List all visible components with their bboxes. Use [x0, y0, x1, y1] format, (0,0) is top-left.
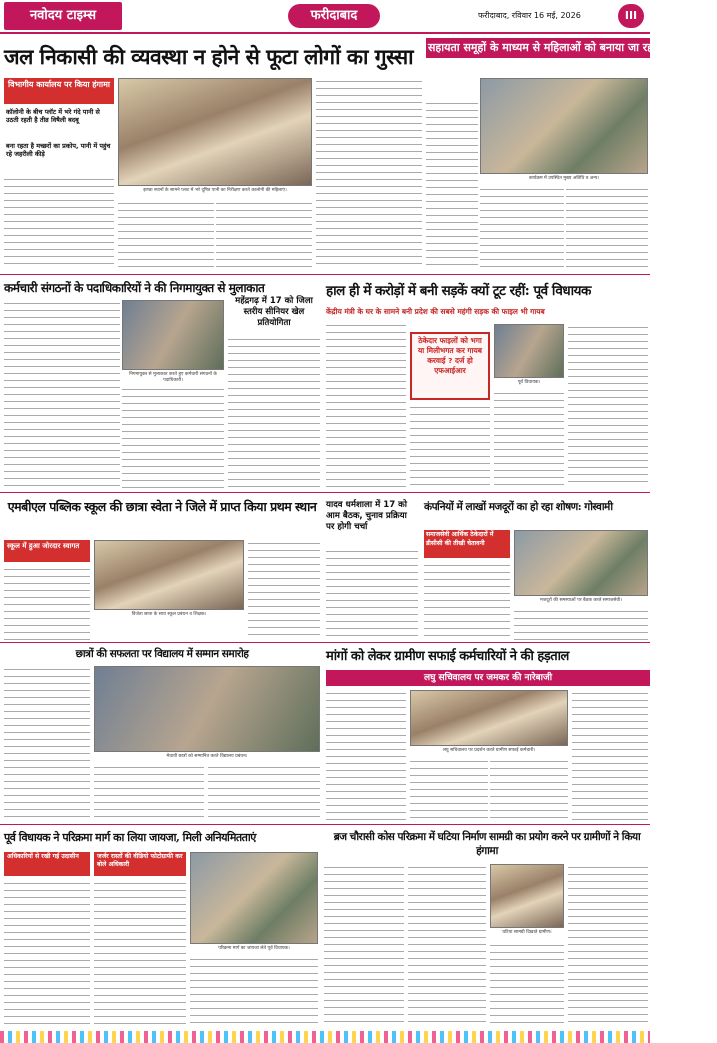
lead-kicker: विभागीय कार्यालय पर किया हंगामा [4, 78, 114, 104]
parikrama-photo [190, 852, 318, 944]
roads-photo [494, 324, 564, 378]
lead-text [4, 176, 114, 270]
women-photo [480, 78, 648, 174]
companies-photo [514, 530, 648, 596]
parikrama-headline: पूर्व विधायक ने परिक्रमा मार्ग का लिया जायजा, मिली अनियमितताएं [4, 831, 256, 844]
roads-headline: हाल ही में करोड़ों में बनी सड़कें क्यों टूट रहीं: पूर्व विधायक [326, 283, 591, 299]
lead-bullet-2: बना रहता है मच्छरों का प्रकोप, पानी में पहुंच रहे जहरीली कीड़े [6, 142, 111, 158]
sanitation-caption: लघु सचिवालय पर प्रदर्शन करते ग्रामीण सफाई कर्मचारी। [442, 748, 536, 753]
women-caption: कार्यक्रम में उपस्थित मुख्य अतिथि व अन्य। [528, 176, 600, 181]
roads-subhead: केंद्रीय मंत्री के घर के सामने बनी प्रदेश की सबसे महंगी सड़क की फाइल भी गायब [326, 307, 545, 316]
braj-headline: ब्रज चौरासी कोस परिक्रमा में घटिया निर्माण सामग्री का प्रयोग करने पर ग्रामीणों ने किया हंगामा [333, 831, 641, 857]
page-border [0, 1031, 650, 1043]
parikrama-box-2: जर्जर रास्तों की वीडियो फोटोग्राफी कर बोले अधिकारी [94, 852, 186, 876]
school-photo [94, 540, 244, 610]
roads-text [326, 322, 406, 488]
braj-caption: घटिया सामग्री दिखाते ग्रामीण। [502, 930, 552, 935]
school-headline: एमबीएल पब्लिक स्कूल की छात्रा स्वेता ने जिले में प्राप्त किया प्रथम स्थान [7, 499, 317, 514]
page-number: III [618, 4, 644, 28]
parikrama-caption: परिक्रमा मार्ग का जायजा लेते पूर्व विधायक। [218, 946, 290, 951]
success-photo [94, 666, 320, 752]
school-caption: विजेता छात्रा के साथ स्कूल प्रबंधन व शिक्षक। [131, 612, 207, 617]
city-tab: फरीदाबाद [288, 4, 380, 28]
sports-headline: महेंद्रगढ़ में 17 को जिला स्तरीय सीनियर खेल प्रतियोगिता [235, 296, 313, 328]
roads-caption: पूर्व विधायक। [517, 380, 541, 385]
lead-headline: जल निकासी की व्यवस्था न होने से फूटा लोगों का गुस्सा [4, 44, 414, 69]
sports-text [228, 336, 320, 488]
dateline: फरीदाबाद, रविवार 16 मई, 2026 [478, 11, 581, 20]
youth-headline: यादव धर्मशाला में 17 को आम बैठक, चुनाव प्रक्रिया पर होगी चर्चा [326, 500, 407, 532]
parikrama-box-1: अधिकारियों से रखी गई उदासीन [4, 852, 90, 876]
companies-caption: मजदूरों की समस्याओं पर बैठक करते समाजसेवी। [540, 598, 622, 603]
union-headline: कर्मचारी संगठनों के पदाधिकारियों ने की निगमायुक्त से मुलाकात [4, 281, 265, 295]
newspaper-logo: नवोदय टाइम्स [4, 2, 122, 30]
sanitation-headline: मांगों को लेकर ग्रामीण सफाई कर्मचारियों ने की हड़ताल [326, 649, 569, 664]
success-caption: मेधावी छात्रों को सम्मानित करते विद्यालय प्रबंधन। [166, 754, 248, 759]
success-headline: छात्रों की सफलता पर विद्यालय में सम्मान समारोह [75, 648, 249, 660]
braj-photo [490, 864, 564, 928]
women-text [426, 100, 478, 270]
lead-bullet-1: कॉलोनी के बीच प्लॉट में भरे गंदे पानी से उठती रहती है तीव्र विषैली बदबू [6, 108, 100, 124]
roads-quote: ठेकेदार फाइलों को भगा या मिलीभगत कर गायब करवाई ? दर्ज हो एफआईआर [410, 332, 490, 400]
women-headline: सहायता समूहों के माध्यम से महिलाओं को बनाया जा रहा सशक्त: गौतम [428, 41, 717, 54]
companies-headline: कंपनियों में लाखों मजदूरों का हो रहा शोषण: गोस्वामी [424, 501, 613, 513]
school-kicker: स्कूल में हुआ जोरदार स्वागत [4, 540, 90, 562]
union-caption: निगमायुक्त से मुलाकात करते हुए कर्मचारी संगठनों के पदाधिकारी। [129, 372, 217, 383]
companies-kicker: समाजसेवी आर्थिक ठेकेदारों में डीसीसी की तीखी चेतावनी [424, 530, 510, 558]
union-text [4, 300, 120, 488]
lead-caption: झण्डा स्थानों के सामने प्लाट में भरे दूषित पानी का निरीक्षण करते कालोनी की महिलाएं। [143, 188, 287, 193]
sanitation-subhead: लघु सचिवालय पर जमकर की नारेबाजी [326, 670, 650, 686]
sanitation-photo [410, 690, 568, 746]
union-photo [122, 300, 224, 370]
lead-photo [118, 78, 312, 186]
